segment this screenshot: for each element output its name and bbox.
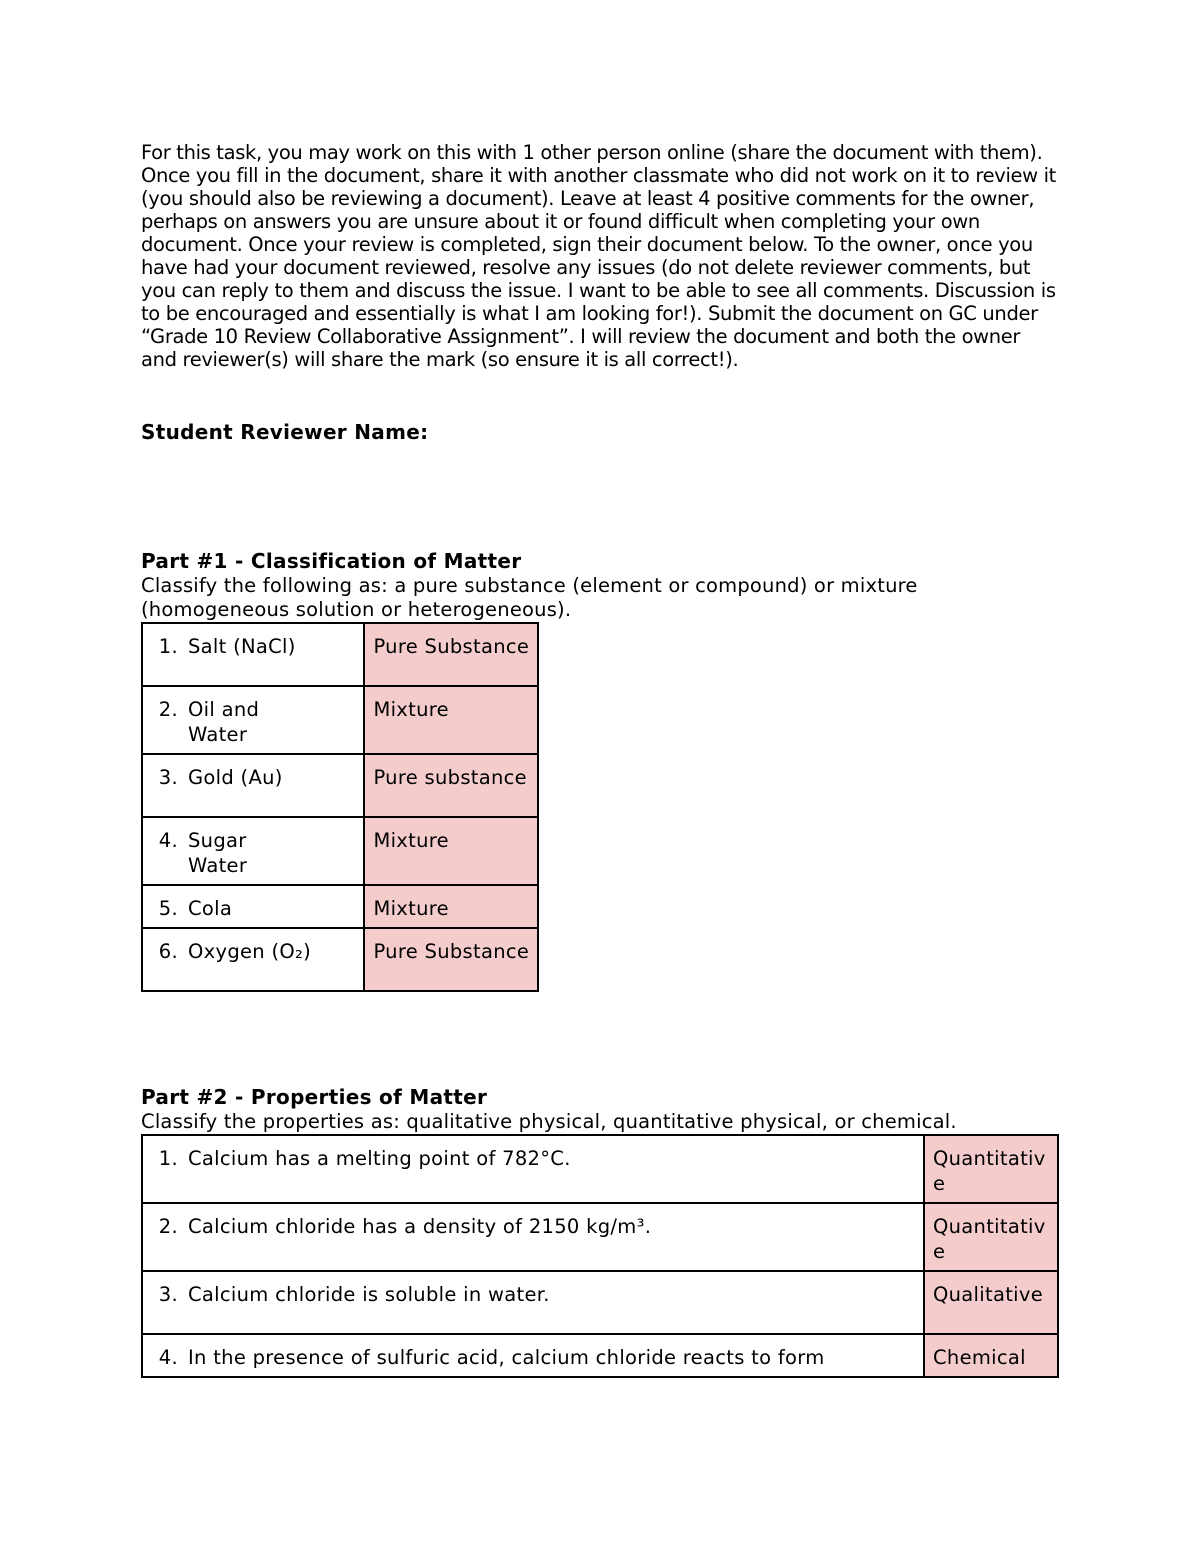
part2-section [141,1085,1059,1378]
item-text: Oil and Water [188,698,260,746]
item-cell[interactable] [142,928,364,991]
part2-title: Part #2 - Properties of Matter [141,1085,488,1109]
item-number: 4. [158,829,178,852]
part1-instructions: Classify the following as: a pure substance (element or compound) or mixture (homogeneous solution or heterogeneous). [141,574,918,621]
part2-instructions: Classify the properties as: qualitative physical, quantitative physical, or chemical. [141,1110,957,1133]
item-cell[interactable] [142,885,364,928]
answer-cell[interactable]: Quantitative [924,1203,1058,1271]
student-reviewer-label: Student Reviewer Name: [141,420,429,444]
part1-section [141,549,1061,992]
table-row [142,1135,1058,1203]
table-row [142,623,538,686]
answer-cell[interactable]: Pure Substance [364,928,538,991]
table-row [142,1271,1058,1334]
answer-cell[interactable]: Chemical [924,1334,1058,1377]
item-text: Calcium has a melting point of 782°C. [188,1147,571,1170]
instructions-paragraph: For this task, you may work on this with 1 other person online (share the document with them). Once you fill in the document, share it with another classmate who did not work on it to review it (you should also be reviewing a document). Leave at least 4 positive comments for the owner, perhaps on answers you are unsure about it or found difficult when completing your own document. Once your review is completed, sign their document below. To the owner, once you have had your document reviewed, resolve any issues (do not delete reviewer comments, but you can reply to them and discuss the issue. I want to be able to see all comments. Discussion is to be encouraged and essentially is what I am looking for!). Submit the document on GC under “Grade 10 Review Collaborative Assignment”. I will review the document and both the owner and reviewer(s) will share the mark (so ensure it is all correct!). [141,141,1056,371]
item-cell[interactable] [142,754,364,817]
item-number: 3. [158,766,178,789]
item-cell[interactable] [142,1135,924,1203]
part1-title: Part #1 - Classification of Matter [141,549,522,573]
item-text: Calcium chloride is soluble in water. [188,1283,550,1306]
item-number: 4. [158,1346,178,1369]
item-number: 5. [158,897,178,920]
table-row [142,1203,1058,1271]
table-row [142,686,538,754]
properties-table [141,1134,1059,1378]
item-text: Sugar Water [188,829,248,877]
table-row [142,885,538,928]
item-number: 2. [158,698,178,721]
answer-cell[interactable]: Mixture [364,817,538,885]
answer-cell[interactable]: Mixture [364,686,538,754]
item-text: Cola [188,897,233,920]
item-number: 2. [158,1215,178,1238]
item-cell[interactable] [142,1334,924,1377]
item-text: Gold (Au) [188,766,283,789]
item-number: 1. [158,1147,178,1170]
answer-cell[interactable]: Pure substance [364,754,538,817]
item-text: Salt (NaCl) [188,635,296,658]
table-row [142,754,538,817]
answer-cell[interactable]: Qualitative [924,1271,1058,1334]
item-cell[interactable] [142,686,364,754]
item-text: In the presence of sulfuric acid, calcium chloride reacts to form [188,1346,825,1369]
item-cell[interactable] [142,1203,924,1271]
item-cell[interactable] [142,1271,924,1334]
table-row [142,1334,1058,1377]
table-row [142,817,538,885]
answer-cell[interactable]: Pure Substance [364,623,538,686]
item-cell[interactable] [142,817,364,885]
item-text: Oxygen (O₂) [188,940,312,963]
classification-table [141,622,539,992]
item-number: 3. [158,1283,178,1306]
answer-cell[interactable]: Mixture [364,885,538,928]
answer-cell[interactable]: Quantitative [924,1135,1058,1203]
item-number: 6. [158,940,178,963]
item-text: Calcium chloride has a density of 2150 kg/m³. [188,1215,652,1238]
table-row [142,928,538,991]
document-page [141,141,1061,1369]
item-cell[interactable] [142,623,364,686]
item-number: 1. [158,635,178,658]
